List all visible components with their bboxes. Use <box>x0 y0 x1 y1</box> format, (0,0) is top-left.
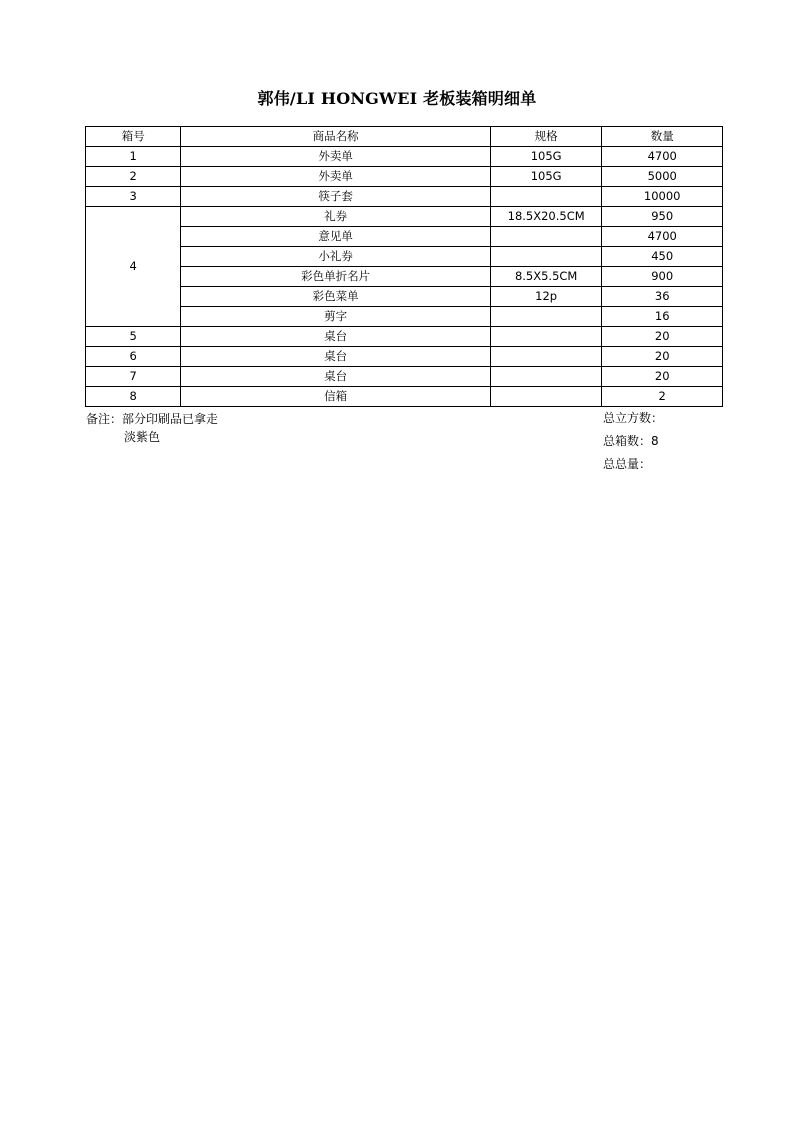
cell-quantity: 4700 <box>602 227 723 247</box>
cell-product-name: 礼券 <box>181 207 490 227</box>
cell-quantity: 5000 <box>602 167 723 187</box>
cell-quantity: 16 <box>602 307 723 327</box>
cell-product-name: 彩色菜单 <box>181 287 490 307</box>
table-row <box>86 267 723 287</box>
cell-quantity: 900 <box>602 267 723 287</box>
cell-quantity: 20 <box>602 327 723 347</box>
cell-box-no: 8 <box>86 387 181 407</box>
cell-spec <box>490 387 602 407</box>
cell-spec: 105G <box>490 167 602 187</box>
cell-product-name: 桌台 <box>181 347 490 367</box>
cell-product-name: 意见单 <box>181 227 490 247</box>
total-boxes: 总箱数：8 <box>603 434 659 448</box>
cell-box-no: 7 <box>86 367 181 387</box>
cell-quantity: 36 <box>602 287 723 307</box>
cell-quantity: 2 <box>602 387 723 407</box>
total-volume: 总立方数： <box>603 411 664 425</box>
cell-spec <box>490 367 602 387</box>
cell-spec: 8.5X5.5CM <box>490 267 602 287</box>
table-row <box>86 287 723 307</box>
cell-quantity: 450 <box>602 247 723 267</box>
table-row <box>86 327 723 347</box>
header-product-name: 商品名称 <box>181 127 490 147</box>
header-quantity: 数量 <box>602 127 723 147</box>
cell-spec: 12p <box>490 287 602 307</box>
table-row <box>86 207 723 227</box>
cell-product-name: 剪字 <box>181 307 490 327</box>
cell-product-name: 小礼券 <box>181 247 490 267</box>
cell-spec <box>490 227 602 247</box>
cell-product-name: 信箱 <box>181 387 490 407</box>
remarks <box>86 410 218 446</box>
table-row <box>86 387 723 407</box>
totals-block <box>603 409 663 478</box>
table-row <box>86 227 723 247</box>
cell-quantity: 20 <box>602 347 723 367</box>
table-row <box>86 347 723 367</box>
table-row <box>86 167 723 187</box>
table-row <box>86 187 723 207</box>
cell-spec: 105G <box>490 147 602 167</box>
packing-list-table <box>85 126 723 407</box>
cell-box-no: 4 <box>86 207 181 327</box>
cell-box-no: 6 <box>86 347 181 367</box>
cell-product-name: 桌台 <box>181 327 490 347</box>
cell-spec: 18.5X20.5CM <box>490 207 602 227</box>
header-box-no: 箱号 <box>86 127 181 147</box>
cell-product-name: 筷子套 <box>181 187 490 207</box>
cell-quantity: 20 <box>602 367 723 387</box>
total-weight: 总总量： <box>603 457 652 471</box>
cell-box-no: 2 <box>86 167 181 187</box>
cell-spec <box>490 347 602 367</box>
document-title: 郭伟/LI HONGWEI 老板装箱明细单 <box>257 89 537 108</box>
table-row <box>86 247 723 267</box>
table-row <box>86 307 723 327</box>
header-spec: 规格 <box>490 127 602 147</box>
remarks-color-line: 淡紫色 <box>124 430 161 444</box>
cell-quantity: 4700 <box>602 147 723 167</box>
cell-product-name: 桌台 <box>181 367 490 387</box>
cell-spec <box>490 307 602 327</box>
table-row <box>86 147 723 167</box>
cell-box-no: 1 <box>86 147 181 167</box>
cell-box-no: 5 <box>86 327 181 347</box>
cell-box-no: 3 <box>86 187 181 207</box>
cell-product-name: 外卖单 <box>181 147 490 167</box>
cell-spec <box>490 247 602 267</box>
table-header-row <box>86 127 723 147</box>
cell-product-name: 外卖单 <box>181 167 490 187</box>
cell-quantity: 10000 <box>602 187 723 207</box>
cell-spec <box>490 187 602 207</box>
table-row <box>86 367 723 387</box>
remarks-line: 备注：部分印刷品已拿走 <box>86 412 219 426</box>
cell-product-name: 彩色单折名片 <box>181 267 490 287</box>
cell-quantity: 950 <box>602 207 723 227</box>
cell-spec <box>490 327 602 347</box>
